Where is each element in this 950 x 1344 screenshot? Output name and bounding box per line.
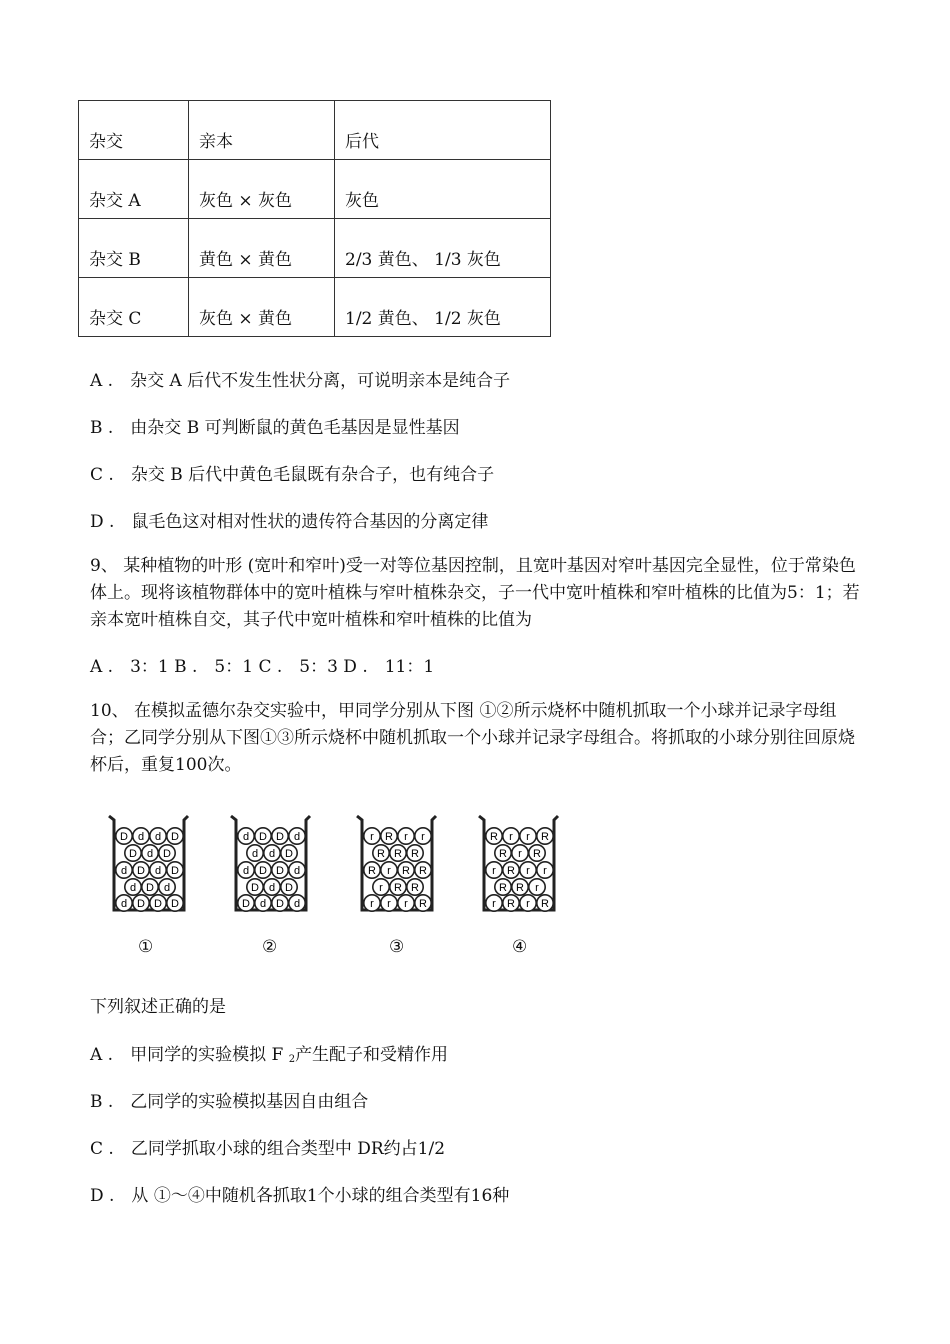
ball-letter: r	[421, 831, 425, 843]
q10-option-c: C . 乙同学抓取小球的组合类型中 DR约占1/2	[90, 1139, 446, 1159]
ball-letter: D	[137, 865, 145, 877]
ball-letter: r	[370, 898, 374, 910]
ball-letter: D	[276, 831, 284, 843]
ball-letter: R	[368, 865, 376, 877]
ball-letter: d	[242, 831, 250, 843]
beaker-label: ④	[512, 937, 528, 957]
q8-option-c: C . 杂交 B 后代中黄色毛鼠既有杂合子，也有纯合子	[90, 465, 495, 485]
beaker-label: ①	[138, 937, 154, 957]
ball-letter: r	[404, 898, 408, 910]
table-cell: 杂交 B	[79, 219, 189, 278]
beaker-label: ③	[389, 937, 405, 957]
ball-letter: R	[541, 898, 549, 910]
ball-letter: d	[120, 865, 128, 877]
q10-option-d: D . 从 ①～④中随机各抓取1个小球的组合类型有16种	[90, 1186, 510, 1206]
subscript: 2	[288, 1054, 296, 1065]
q9-stem: 9、 某种植物的叶形 (宽叶和窄叶)受一对等位基因控制，且宽叶基因对窄叶基因完全显性，位于常染色体上。现将该植物群体中的宽叶植株与窄叶植株杂交，子一代中宽叶植株和窄叶植株的比值为5：1；若亲本宽叶植株自交，其子代中宽叶植株和窄叶植株的比值为	[90, 556, 860, 630]
q8-option-d: D . 鼠毛色这对相对性状的遗传符合基因的分离定律	[90, 512, 489, 532]
ball-letter: d	[293, 898, 301, 910]
beaker-4	[476, 812, 560, 914]
q10-option-a-text: A . 甲同学的实验模拟 F	[90, 1045, 289, 1065]
ball-letter: D	[285, 882, 293, 894]
ball-letter: D	[171, 865, 179, 877]
ball-letter: r	[404, 831, 408, 843]
ball-letter: r	[370, 831, 374, 843]
ball-letter: d	[259, 898, 267, 910]
table-cell: 灰色	[335, 160, 551, 219]
ball-letter: R	[419, 898, 427, 910]
ball-letter: R	[377, 848, 385, 860]
ball-letter: R	[541, 831, 549, 843]
q10-stem: 10、 在模拟孟德尔杂交实验中，甲同学分别从下图 ①②所示烧杯中随机抓取一个小球并记录字母组合；乙同学分别从下图①③所示烧杯中随机抓取一个小球并记录字母组合。将抓取的小球分别往回原烧杯后，重复100次。	[90, 701, 855, 775]
ball-letter: r	[518, 848, 522, 860]
beaker-label: ②	[262, 937, 278, 957]
ball-letter: D	[276, 898, 284, 910]
ball-letter: R	[499, 848, 507, 860]
q8-option-b: B . 由杂交 B 可判断鼠的黄色毛基因是显性基因	[90, 418, 460, 438]
ball-letter: d	[268, 848, 276, 860]
ball-letter: D	[171, 898, 179, 910]
table-cell: 1/2 黄色、 1/2 灰色	[335, 278, 551, 337]
ball-letter: d	[268, 882, 276, 894]
ball-letter: d	[154, 865, 162, 877]
ball-letter: R	[499, 882, 507, 894]
ball-letter: R	[419, 865, 427, 877]
ball-letter: D	[137, 898, 145, 910]
ball-letter: D	[146, 882, 154, 894]
ball-letter: D	[242, 898, 250, 910]
ball-letter: r	[526, 865, 530, 877]
ball-letter: D	[259, 865, 267, 877]
q9-options: A . 3：1 B . 5：1 C . 5：3 D . 11：1	[90, 657, 435, 677]
ball-letter: d	[120, 898, 128, 910]
ball-letter: d	[129, 882, 137, 894]
q10-option-a	[90, 1040, 448, 1065]
q8-option-a: A . 杂交 A 后代不发生性状分离，可说明亲本是纯合子	[90, 371, 511, 391]
ball-letter: d	[242, 865, 250, 877]
beaker-3	[354, 812, 438, 914]
ball-letter: D	[285, 848, 293, 860]
ball-letter: R	[516, 882, 524, 894]
ball-letter: R	[394, 882, 402, 894]
ball-letter: r	[492, 898, 496, 910]
table-row	[79, 160, 551, 219]
ball-letter: d	[146, 848, 154, 860]
ball-letter: R	[507, 865, 515, 877]
table-row	[79, 278, 551, 337]
table-cell: 2/3 黄色、 1/3 灰色	[335, 219, 551, 278]
table-header-row	[79, 101, 551, 160]
ball-letter: R	[507, 898, 515, 910]
ball-letter: r	[387, 865, 391, 877]
ball-letter: D	[251, 882, 259, 894]
ball-letter: R	[490, 831, 498, 843]
ball-letter: r	[379, 882, 383, 894]
table-cell: 杂交 C	[79, 278, 189, 337]
ball-letter: d	[251, 848, 259, 860]
ball-letter: d	[137, 831, 145, 843]
cross-results-table	[78, 100, 551, 337]
ball-letter: D	[276, 865, 284, 877]
table-row	[79, 219, 551, 278]
table-cell: 杂交	[79, 101, 189, 160]
ball-letter: d	[154, 831, 162, 843]
ball-letter: r	[526, 831, 530, 843]
ball-letter: r	[492, 865, 496, 877]
ball-letter: D	[259, 831, 267, 843]
ball-letter: D	[154, 898, 162, 910]
ball-letter: D	[171, 831, 179, 843]
q10-option-a-text-2: 产生配子和受精作用	[295, 1045, 449, 1065]
ball-letter: D	[163, 848, 171, 860]
ball-letter: R	[411, 848, 419, 860]
ball-letter: d	[293, 865, 301, 877]
ball-letter: r	[509, 831, 513, 843]
table-cell: 后代	[335, 101, 551, 160]
ball-letter: R	[394, 848, 402, 860]
ball-letter: R	[411, 882, 419, 894]
beaker-1	[106, 812, 190, 914]
ball-letter: D	[129, 848, 137, 860]
ball-letter: d	[163, 882, 171, 894]
ball-letter: R	[385, 831, 393, 843]
ball-letter: d	[293, 831, 301, 843]
ball-letter: r	[535, 882, 539, 894]
q10-prompt: 下列叙述正确的是	[90, 997, 226, 1017]
table-cell: 灰色 × 灰色	[189, 160, 335, 219]
table-cell: 亲本	[189, 101, 335, 160]
beaker-2	[228, 812, 312, 914]
q10-option-b: B . 乙同学的实验模拟基因自由组合	[90, 1092, 369, 1112]
ball-letter: r	[526, 898, 530, 910]
ball-letter: R	[402, 865, 410, 877]
table-cell: 杂交 A	[79, 160, 189, 219]
ball-letter: D	[120, 831, 128, 843]
ball-letter: r	[543, 865, 547, 877]
ball-letter: r	[387, 898, 391, 910]
ball-letter: R	[533, 848, 541, 860]
table-cell: 黄色 × 黄色	[189, 219, 335, 278]
table-cell: 灰色 × 黄色	[189, 278, 335, 337]
